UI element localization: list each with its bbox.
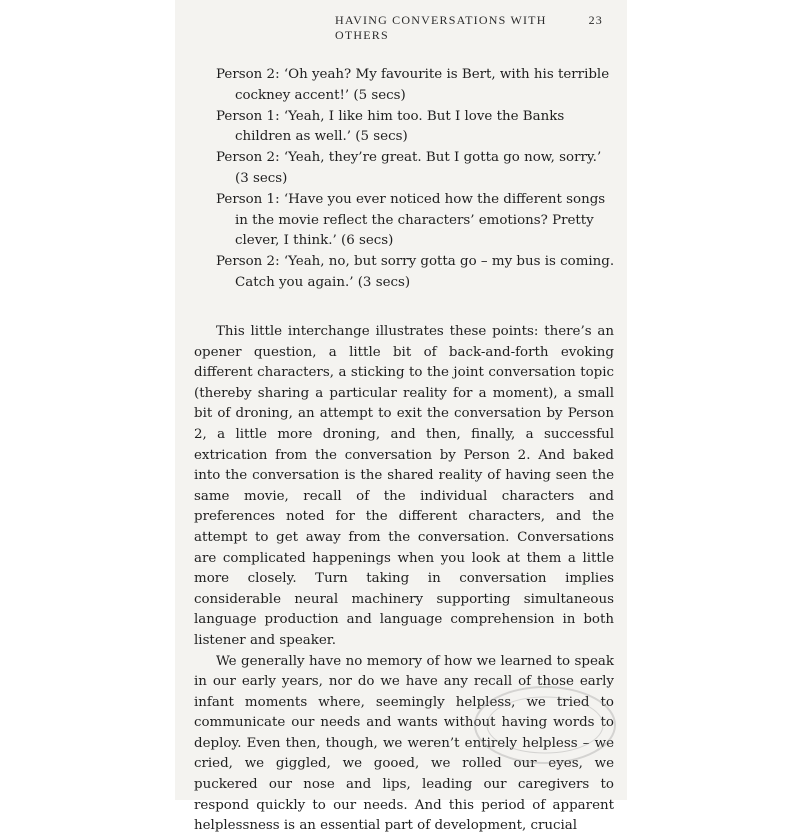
paragraph: This little interchange illustrates these points: there’s an opener question, a little bit of back-and-forth evoking different characters, a sticking to the joint conversation topic (thereby sharing a particular reality for a moment), a small bit of droning, an attempt to exit the conversation by Person 2, a little more droning, and then, finally, a successful extrication from the conversation by Person 2. And baked into the conversation is the shared reality of having seen the same movie, recall of the individual characters and preferences noted for the different characters, and the attempt to get away from the conversation. Conversations are complicated happenings when you look at them a little more closely. Turn taking in conversation implies considerable neural machinery supporting simultaneous language production and language comprehension in both listener and speaker.: [194, 324, 614, 648]
dialogue-line: Person 1: ‘Have you ever noticed how the different songs in the movie reflect the characters’ emotions? Pretty clever, I think.’ (6 secs): [216, 191, 606, 249]
dialogue-block: [216, 65, 616, 294]
dialogue-line: Person 2: ‘Yeah, no, but sorry gotta go – my bus is coming. Catch you again.’ (3 secs): [216, 254, 615, 290]
dialogue-line: Person 2: ‘Oh yeah? My favourite is Bert, with his terrible cockney accent!’ (5 secs): [216, 67, 610, 103]
running-head: [335, 13, 603, 43]
paragraph: We generally have no memory of how we learned to speak in our early years, nor do we have any recall of those early infant moments where, seemingly helpless, we tried to communicate our needs and wants without having words to deploy. Even then, though, we weren’t entirely helpless – we cried, we giggled, we gooed, we rolled our eyes, we puckered our nose and lips, leading our caregivers to respond quickly to our needs. And this period of apparent helplessness is an essential part of development, crucial: [194, 653, 614, 834]
page-number: 23: [588, 13, 603, 27]
dialogue-line: Person 2: ‘Yeah, they’re great. But I gotta go now, sorry.’ (3 secs): [216, 150, 602, 186]
dialogue-line: Person 1: ‘Yeah, I like him too. But I love the Banks children as well.’ (5 secs): [216, 108, 565, 145]
body-text: [194, 322, 614, 837]
running-head-title: HAVING CONVERSATIONS WITH OTHERS: [335, 13, 547, 42]
book-page: [175, 0, 627, 834]
page-margin: [627, 0, 800, 800]
